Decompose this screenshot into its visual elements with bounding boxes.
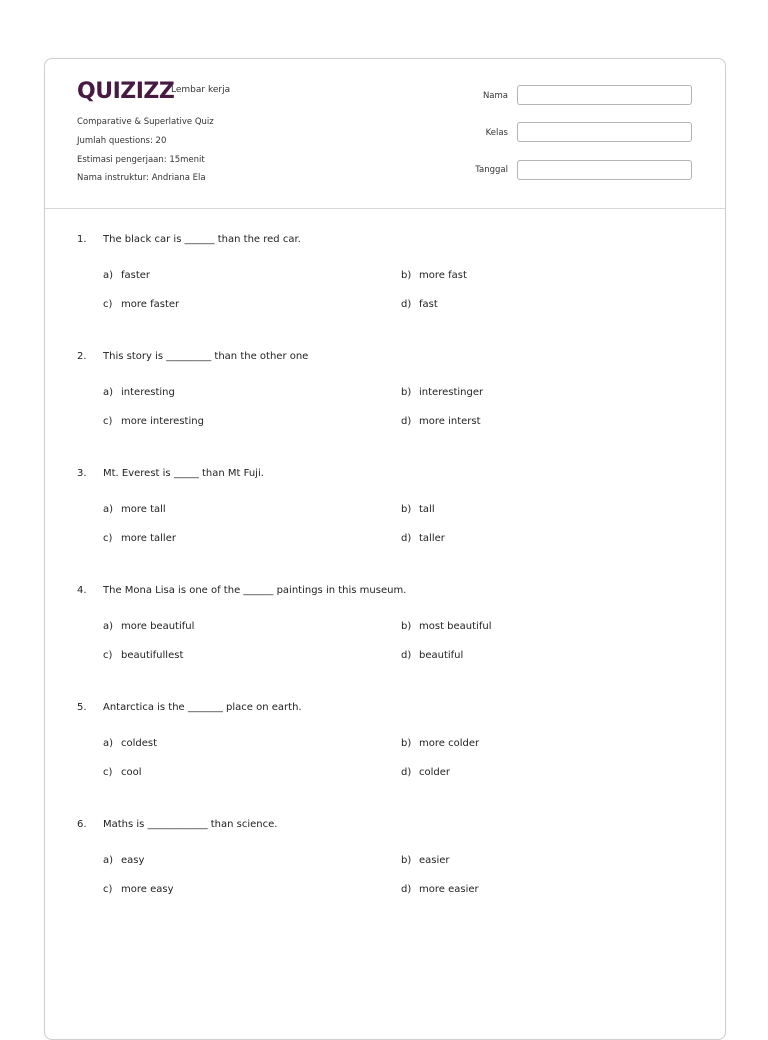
question-number: 6. [77, 819, 87, 830]
option-text: easier [419, 855, 450, 866]
answer-option[interactable] [401, 504, 435, 515]
question-text: Antarctica is the _______ place on earth. [103, 702, 302, 713]
option-letter: a) [103, 504, 114, 515]
answer-option[interactable] [103, 504, 166, 515]
option-text: more taller [121, 533, 176, 544]
answer-option[interactable] [401, 738, 479, 749]
option-text: most beautiful [419, 621, 492, 632]
question-number: 4. [77, 585, 87, 596]
question-number: 5. [77, 702, 87, 713]
option-text: more interesting [121, 416, 204, 427]
option-letter: a) [103, 270, 114, 281]
option-letter: d) [401, 416, 412, 427]
answer-option[interactable] [401, 767, 450, 778]
answer-option[interactable] [401, 387, 483, 398]
question-number: 1. [77, 234, 87, 245]
answer-option[interactable] [401, 855, 450, 866]
name-label: Nama [482, 91, 508, 101]
option-text: more tall [121, 504, 166, 515]
date-label: Tanggal [475, 165, 508, 175]
class-label: Kelas [485, 128, 508, 138]
option-letter: b) [401, 621, 412, 632]
option-text: more easier [419, 884, 479, 895]
option-text: more faster [121, 299, 180, 310]
answer-option[interactable] [401, 416, 481, 427]
option-letter: b) [401, 504, 412, 515]
question-text: The Mona Lisa is one of the ______ paintings in this museum. [103, 585, 407, 596]
option-text: faster [121, 270, 151, 281]
option-letter: b) [401, 855, 412, 866]
option-text: more beautiful [121, 621, 195, 632]
answer-option[interactable] [103, 884, 174, 895]
option-text: cool [121, 767, 142, 778]
answer-option[interactable] [103, 621, 194, 632]
answer-option[interactable] [103, 767, 142, 778]
worksheet-header [45, 59, 725, 209]
option-letter: c) [103, 533, 113, 544]
answer-option[interactable] [103, 738, 157, 749]
question-text: The black car is ______ than the red car. [103, 234, 301, 245]
option-letter: a) [103, 621, 114, 632]
option-letter: c) [103, 650, 113, 661]
option-text: beautiful [419, 650, 464, 661]
option-text: colder [419, 767, 451, 778]
option-letter: d) [401, 533, 412, 544]
option-letter: b) [401, 738, 412, 749]
question-text: Mt. Everest is _____ than Mt Fuji. [103, 468, 264, 479]
option-letter: c) [103, 767, 113, 778]
question-number: 3. [77, 468, 87, 479]
option-text: easy [121, 855, 145, 866]
worksheet-subtitle: Lembar kerja [171, 85, 231, 95]
option-text: fast [419, 299, 438, 310]
quiz-title: Comparative & Superlative Quiz [77, 117, 214, 127]
option-letter: d) [401, 299, 412, 310]
question-number: 2. [77, 351, 87, 362]
option-letter: b) [401, 270, 412, 281]
answer-option[interactable] [401, 650, 463, 661]
answer-option[interactable] [103, 270, 150, 281]
date-field[interactable] [517, 160, 692, 180]
option-text: beautifullest [121, 650, 184, 661]
answer-option[interactable] [401, 299, 438, 310]
question-text: This story is _________ than the other one [103, 351, 309, 362]
instructor-name: Nama instruktur: Andriana Ela [77, 173, 206, 183]
quizizz-logo: QUIZIZZ [77, 79, 175, 104]
option-text: taller [419, 533, 445, 544]
option-text: more interst [419, 416, 481, 427]
time-estimate: Estimasi pengerjaan: 15menit [77, 155, 205, 165]
answer-option[interactable] [103, 650, 183, 661]
answer-option[interactable] [103, 387, 175, 398]
answer-option[interactable] [401, 270, 467, 281]
answer-option[interactable] [103, 533, 176, 544]
option-letter: d) [401, 884, 412, 895]
option-text: more colder [419, 738, 480, 749]
question-text: Maths is ____________ than science. [103, 819, 278, 830]
option-letter: a) [103, 855, 114, 866]
option-letter: d) [401, 650, 412, 661]
option-text: interesting [121, 387, 175, 398]
answer-option[interactable] [103, 855, 144, 866]
worksheet-page [44, 58, 726, 1040]
option-letter: b) [401, 387, 412, 398]
class-field[interactable] [517, 122, 692, 142]
option-text: tall [419, 504, 435, 515]
option-letter: a) [103, 738, 114, 749]
option-letter: c) [103, 299, 113, 310]
answer-option[interactable] [103, 416, 204, 427]
option-text: interestinger [419, 387, 484, 398]
option-letter: a) [103, 387, 114, 398]
option-letter: c) [103, 416, 113, 427]
answer-option[interactable] [401, 621, 491, 632]
option-text: more easy [121, 884, 174, 895]
answer-option[interactable] [401, 884, 479, 895]
name-field[interactable] [517, 85, 692, 105]
option-letter: c) [103, 884, 113, 895]
answer-option[interactable] [103, 299, 179, 310]
question-count: Jumlah questions: 20 [77, 136, 167, 146]
answer-option[interactable] [401, 533, 445, 544]
option-text: coldest [121, 738, 158, 749]
option-letter: d) [401, 767, 412, 778]
option-text: more fast [419, 270, 467, 281]
